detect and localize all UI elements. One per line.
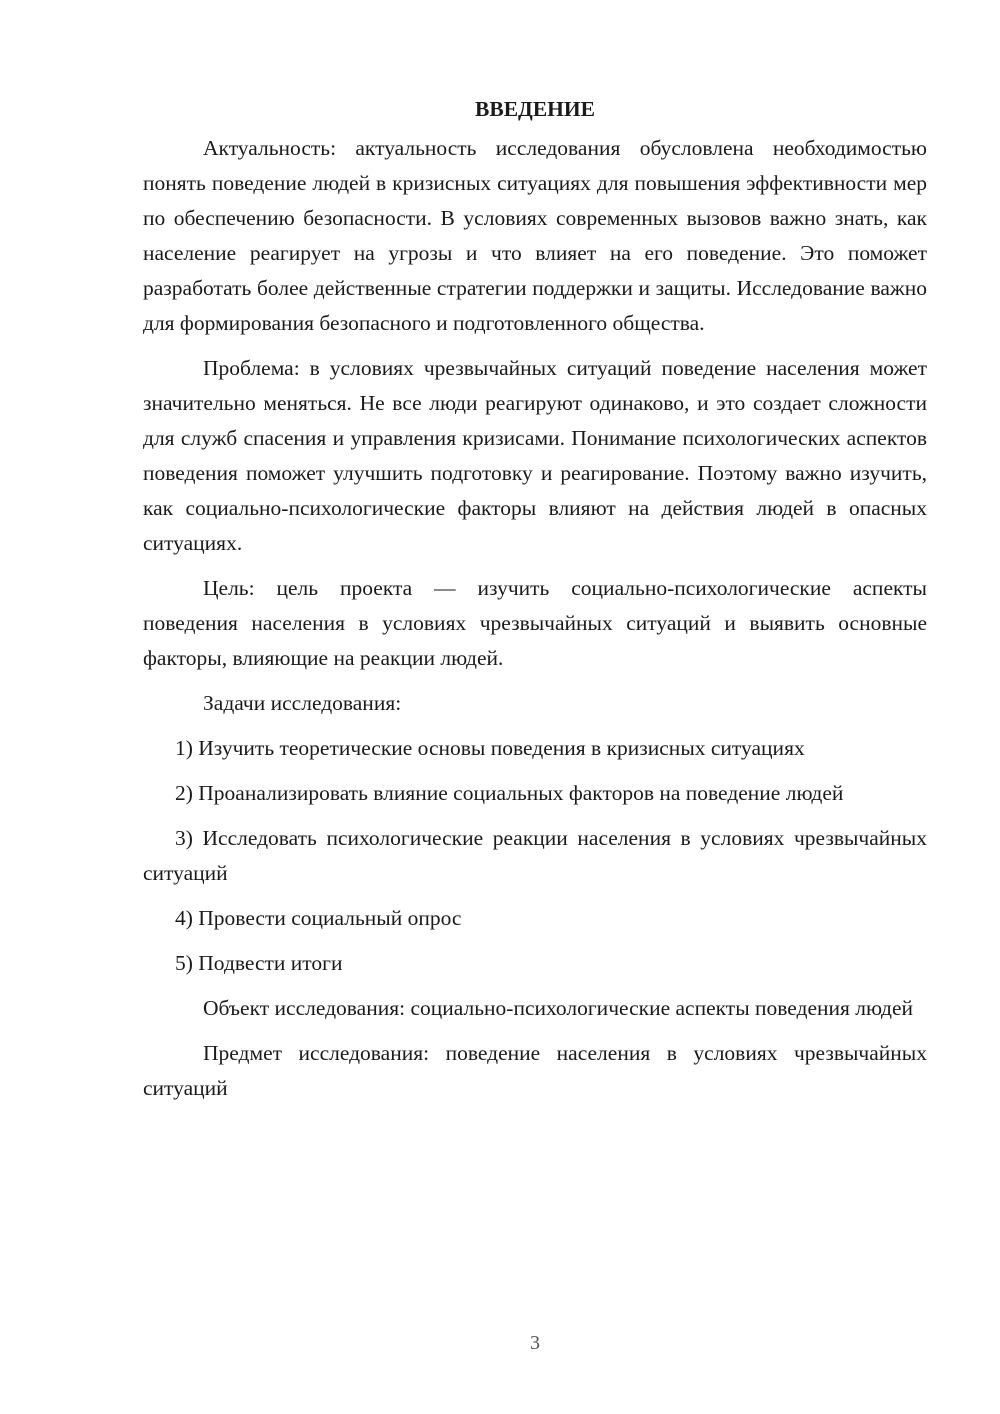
task-item-4: 4) Провести социальный опрос [175, 906, 462, 930]
page-content [143, 92, 927, 1116]
object-paragraph: Объект исследования: социально-психологические аспекты поведения людей [203, 996, 913, 1020]
task-item-3: 3) Исследовать психологические реакции населения в условиях чрезвычайных ситуаций [143, 826, 927, 885]
problem-paragraph: Проблема: в условиях чрезвычайных ситуаций поведение населения может значительно меняться. Не все люди реагируют одинаково, и это создает сложности для служб спасения и управления кризисами. Понимание психологических аспектов поведения поможет улучшить подготовку и реагирование. Поэтому важно изучить, как социально-психологические факторы влияют на действия людей в опасных ситуациях. [143, 356, 927, 555]
task-item-1: 1) Изучить теоретические основы поведения в кризисных ситуациях [175, 736, 805, 760]
task-item-5: 5) Подвести итоги [175, 951, 343, 975]
page-heading: ВВЕДЕНИЕ [475, 97, 595, 121]
tasks-title: Задачи исследования: [203, 691, 402, 715]
subject-paragraph: Предмет исследования: поведение населения в условиях чрезвычайных ситуаций [143, 1041, 927, 1100]
goal-paragraph: Цель: цель проекта — изучить социально-психологические аспекты поведения населения в условиях чрезвычайных ситуаций и выявить основные факторы, влияющие на реакции людей. [143, 576, 927, 670]
task-item-2: 2) Проанализировать влияние социальных факторов на поведение людей [175, 781, 844, 805]
relevance-paragraph: Актуальность: актуальность исследования обусловлена необходимостью понять поведение людей в кризисных ситуациях для повышения эффективности мер по обеспечению безопасности. В условиях современных вызовов важно знать, как население реагирует на угрозы и что влияет на его поведение. Это поможет разработать более действенные стратегии поддержки и защиты. Исследование важно для формирования безопасного и подготовленного общества. [143, 136, 927, 335]
page-number: 3 [530, 1332, 540, 1354]
